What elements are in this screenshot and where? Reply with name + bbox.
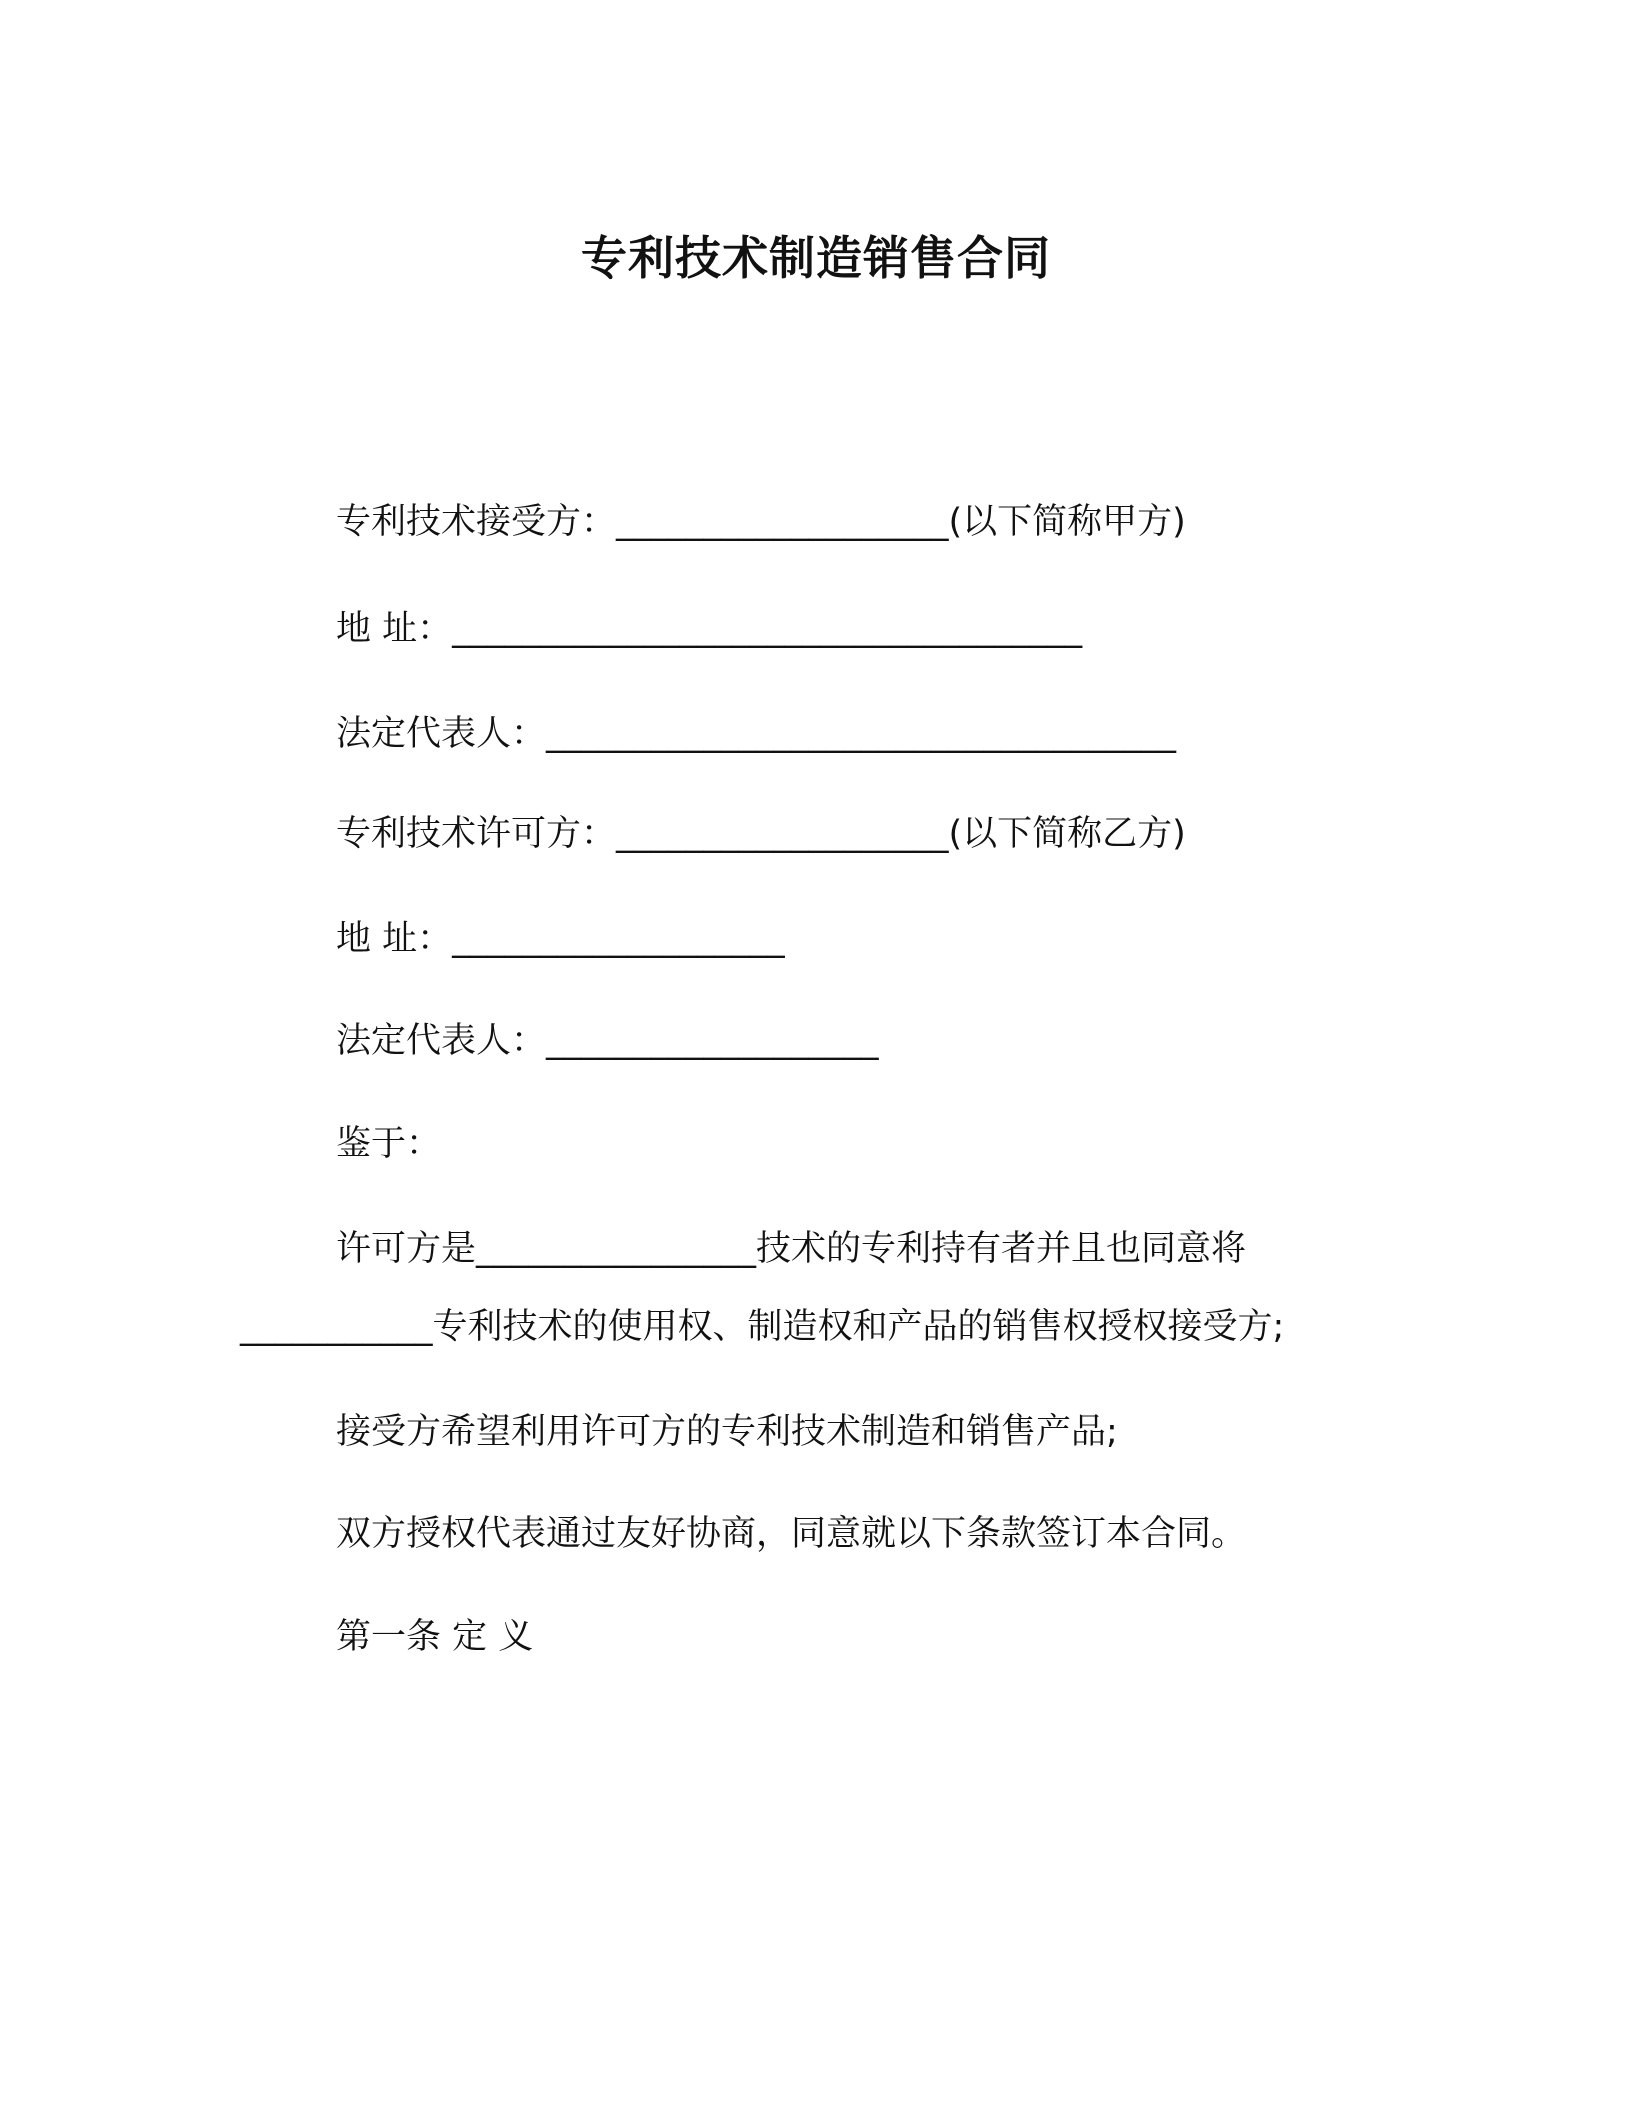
recital-1-line-2: ___________专利技术的使用权、制造权和产品的销售权授权接受方; xyxy=(240,1307,1285,1347)
recital-2: 接受方希望利用许可方的专利技术制造和销售产品; xyxy=(336,1412,1118,1452)
recital-1-line-1: 许可方是________________技术的专利持有者并且也同意将 xyxy=(336,1229,1247,1269)
party-a-address-line: 地 址：____________________________________ xyxy=(336,609,1083,649)
whereas-heading: 鉴于： xyxy=(336,1124,442,1164)
recital-3: 双方授权代表通过友好协商，同意就以下条款签订本合同。 xyxy=(336,1514,1247,1554)
document-title: 专利技术制造销售合同 xyxy=(581,231,1051,285)
party-b-address-line: 地 址：___________________ xyxy=(336,919,785,959)
party-b-representative-line: 法定代表人：___________________ xyxy=(336,1021,879,1061)
article-1-heading: 第一条 定 义 xyxy=(336,1617,534,1657)
party-b-name-line: 专利技术许可方：___________________(以下简称乙方) xyxy=(336,814,1186,854)
party-a-representative-line: 法定代表人：____________________________________ xyxy=(336,714,1177,754)
party-a-name-line: 专利技术接受方：___________________(以下简称甲方) xyxy=(336,502,1186,542)
